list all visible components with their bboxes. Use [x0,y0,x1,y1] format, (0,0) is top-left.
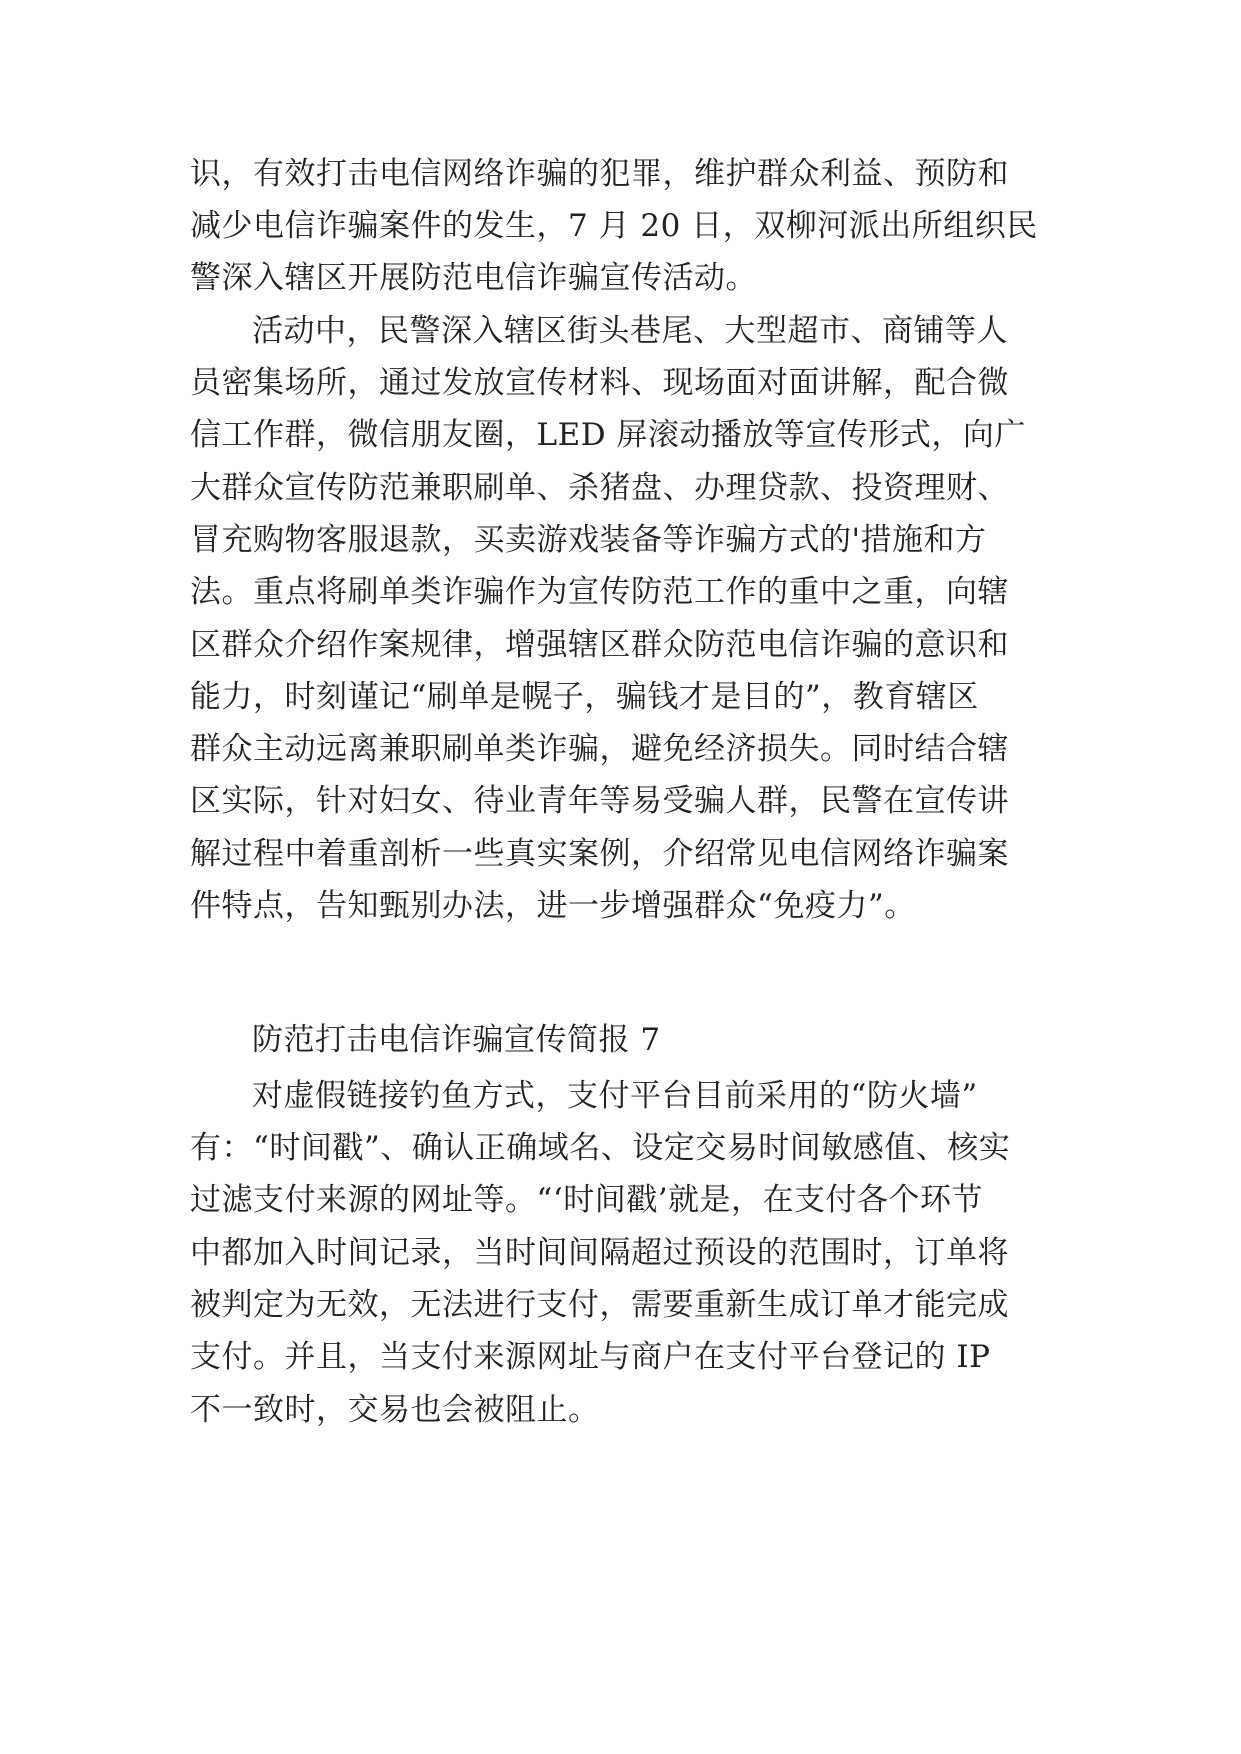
paragraph-2-line: 法。重点将刷单类诈骗作为宣传防范工作的重中之重，向辖 [190,574,1009,610]
paragraph-2-line: 员密集场所，通过发放宣传材料、现场面对面讲解，配合微 [190,365,1009,401]
paragraph-2-line: 信工作群，微信朋友圈，LED 屏滚动播放等宣传形式，向广 [190,417,1026,453]
paragraph-2-line: 群众主动远离兼职刷单类诈骗，避免经济损失。同时结合辖 [190,731,1009,767]
section-heading: 防范打击电信诈骗宣传简报 7 [252,1022,661,1058]
paragraph-3-line: 被判定为无效，无法进行支付，需要重新生成订单才能完成 [190,1287,1009,1323]
paragraph-2-line: 解过程中着重剖析一些真实案例，介绍常见电信网络诈骗案 [190,836,1009,872]
paragraph-1-line: 减少电信诈骗案件的发生，7 月 20 日，双柳河派出所组织民 [190,208,1038,244]
paragraph-2-line: 活动中，民警深入辖区街头巷尾、大型超市、商铺等人 [252,313,1008,349]
paragraph-2-line: 件特点，告知甄别办法，进一步增强群众“免疫力”。 [190,888,916,924]
paragraph-3-line: 不一致时，交易也会被阻止。 [190,1392,600,1428]
paragraph-2-line: 能力，时刻谨记“刷单是幌子，骗钱才是目的”，教育辖区 [190,679,979,715]
paragraph-3-line: 对虚假链接钓鱼方式，支付平台目前采用的“防火墙” [252,1078,978,1114]
paragraph-2-line: 区实际，针对妇女、待业青年等易受骗人群，民警在宣传讲 [190,783,1009,819]
paragraph-3-line: 有：“时间戳”、确认正确域名、设定交易时间敏感值、核实 [190,1130,1011,1166]
paragraph-2-line: 大群众宣传防范兼职刷单、杀猪盘、办理贷款、投资理财、 [190,470,1009,506]
paragraph-3-line: 过滤支付来源的网址等。“‘时间戳’就是，在支付各个环节 [190,1182,984,1218]
paragraph-1-line: 警深入辖区开展防范电信诈骗宣传活动。 [190,260,757,296]
paragraph-2-line: 冒充购物客服退款，买卖游戏装备等诈骗方式的'措施和方 [190,522,987,558]
paragraph-3-line: 中都加入时间记录，当时间间隔超过预设的范围时，订单将 [190,1235,1009,1271]
paragraph-3-line: 支付。并且，当支付来源网址与商户在支付平台登记的 IP [190,1339,991,1375]
paragraph-2-line: 区群众介绍作案规律，增强辖区群众防范电信诈骗的意识和 [190,627,1009,663]
paragraph-1-line: 识，有效打击电信网络诈骗的犯罪，维护群众利益、预防和 [190,156,1009,192]
